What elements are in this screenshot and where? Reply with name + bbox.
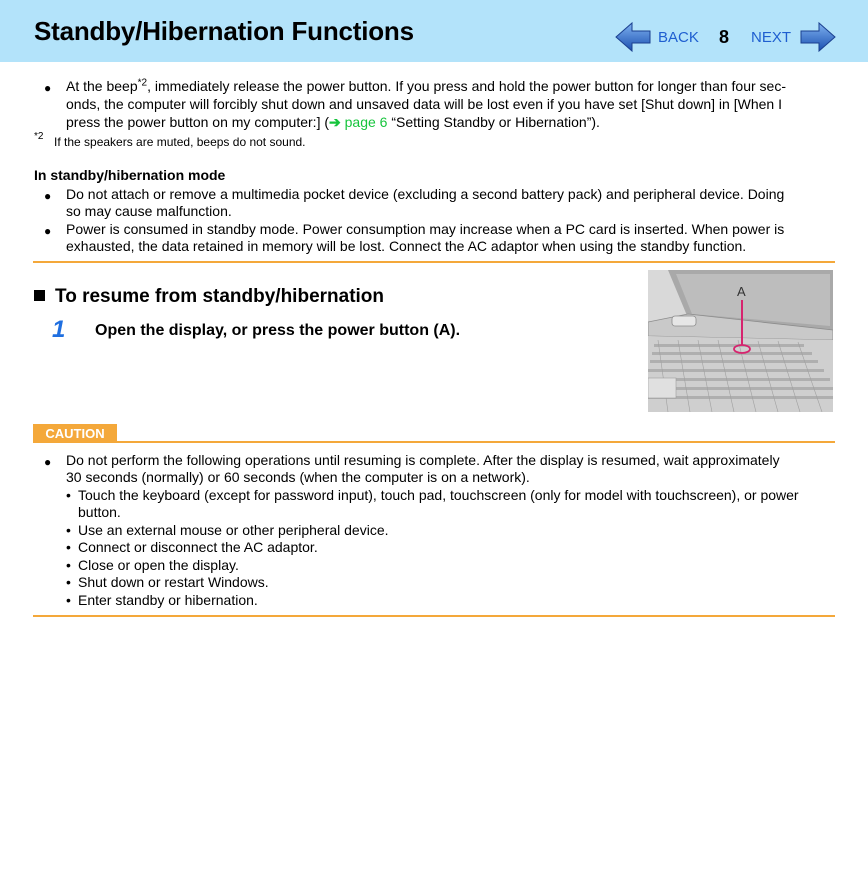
page-header [0,0,868,62]
caution-divider-bottom [33,615,835,617]
caution-sub-item: Touch the keyboard (except for password input), touch pad, touchscreen (only for model with touchscreen), or power [78,487,799,503]
caution-badge: CAUTION [33,424,117,443]
caution-sub-item: button. [78,504,121,520]
intro-line-1 [66,78,786,96]
step-instruction: Open the display, or press the power button (A). [95,322,461,339]
caution-sub-item: Use an external mouse or other peripheral device. [78,522,389,538]
mode-bullet-1-line-2: so may cause malfunction. [66,203,232,219]
intro-text-rest: , immediately release the power button. If you press and hold the power button for longer than four sec- [147,78,786,94]
laptop-power-button-figure [648,270,833,412]
next-arrow-icon[interactable] [799,21,837,53]
intro-line-2: onds, the computer will forcibly shut down and unsaved data will be lost even if you have set [Shut down] in [When I [66,96,782,112]
sub-bullet-icon: • [66,487,71,503]
page-link[interactable]: page 6 [344,114,388,130]
caution-sub-item: Close or open the display. [78,557,239,573]
footnote-mark: *2 [34,131,44,142]
bullet-icon: ● [44,224,52,238]
footnote-text: If the speakers are muted, beeps do not sound. [54,135,306,149]
link-arrow-icon[interactable]: ➔ [329,114,345,130]
caution-divider-top [33,441,835,443]
intro-line-3 [66,114,600,132]
section-title-text: To resume from standby/hibernation [55,286,385,307]
intro-line-3-pre: press the power button on my computer:] ( [66,114,330,130]
mode-bullet-2-line-2: exhausted, the data retained in memory will be lost. Connect the AC adaptor when using the standby function. [66,238,747,254]
intro-text-pre: At the beep [66,78,138,94]
section-divider [33,261,835,263]
sub-bullet-icon: • [66,557,71,573]
next-button[interactable]: NEXT [751,29,792,46]
caution-line-1: Do not perform the following operations until resuming is complete. After the display is resumed, wait approximately [66,452,780,468]
sub-bullet-icon: • [66,522,71,538]
caution-line-2: 30 seconds (normally) or 60 seconds (when the computer is on a network). [66,469,530,485]
step-number: 1 [52,316,66,343]
bullet-icon: ● [44,81,52,95]
mode-bullet-2-line-1: Power is consumed in standby mode. Power consumption may increase when a PC card is inserted. When power is [66,221,785,237]
back-arrow-icon[interactable] [614,21,652,53]
intro-line-3-post: “Setting Standby or Hibernation”). [387,114,600,130]
mode-heading: In standby/hibernation mode [34,167,226,183]
figure-label: A [737,284,746,299]
square-bullet-icon [34,290,45,301]
sub-bullet-icon: • [66,574,71,590]
sub-bullet-icon: • [66,592,71,608]
page-number: 8 [719,27,730,47]
bullet-icon: ● [44,189,52,203]
bullet-icon: ● [44,455,52,469]
back-button[interactable]: BACK [658,29,699,46]
page-title: Standby/Hibernation Functions [34,16,414,46]
caution-sub-item: Enter standby or hibernation. [78,592,258,608]
footnote-ref: *2 [137,77,148,89]
sub-bullet-icon: • [66,539,71,555]
section-title [34,286,384,308]
caution-sub-item: Connect or disconnect the AC adaptor. [78,539,318,555]
mode-bullet-1-line-1: Do not attach or remove a multimedia pocket device (excluding a second battery pack) and peripheral device. Doing [66,186,785,202]
caution-sub-item: Shut down or restart Windows. [78,574,269,590]
